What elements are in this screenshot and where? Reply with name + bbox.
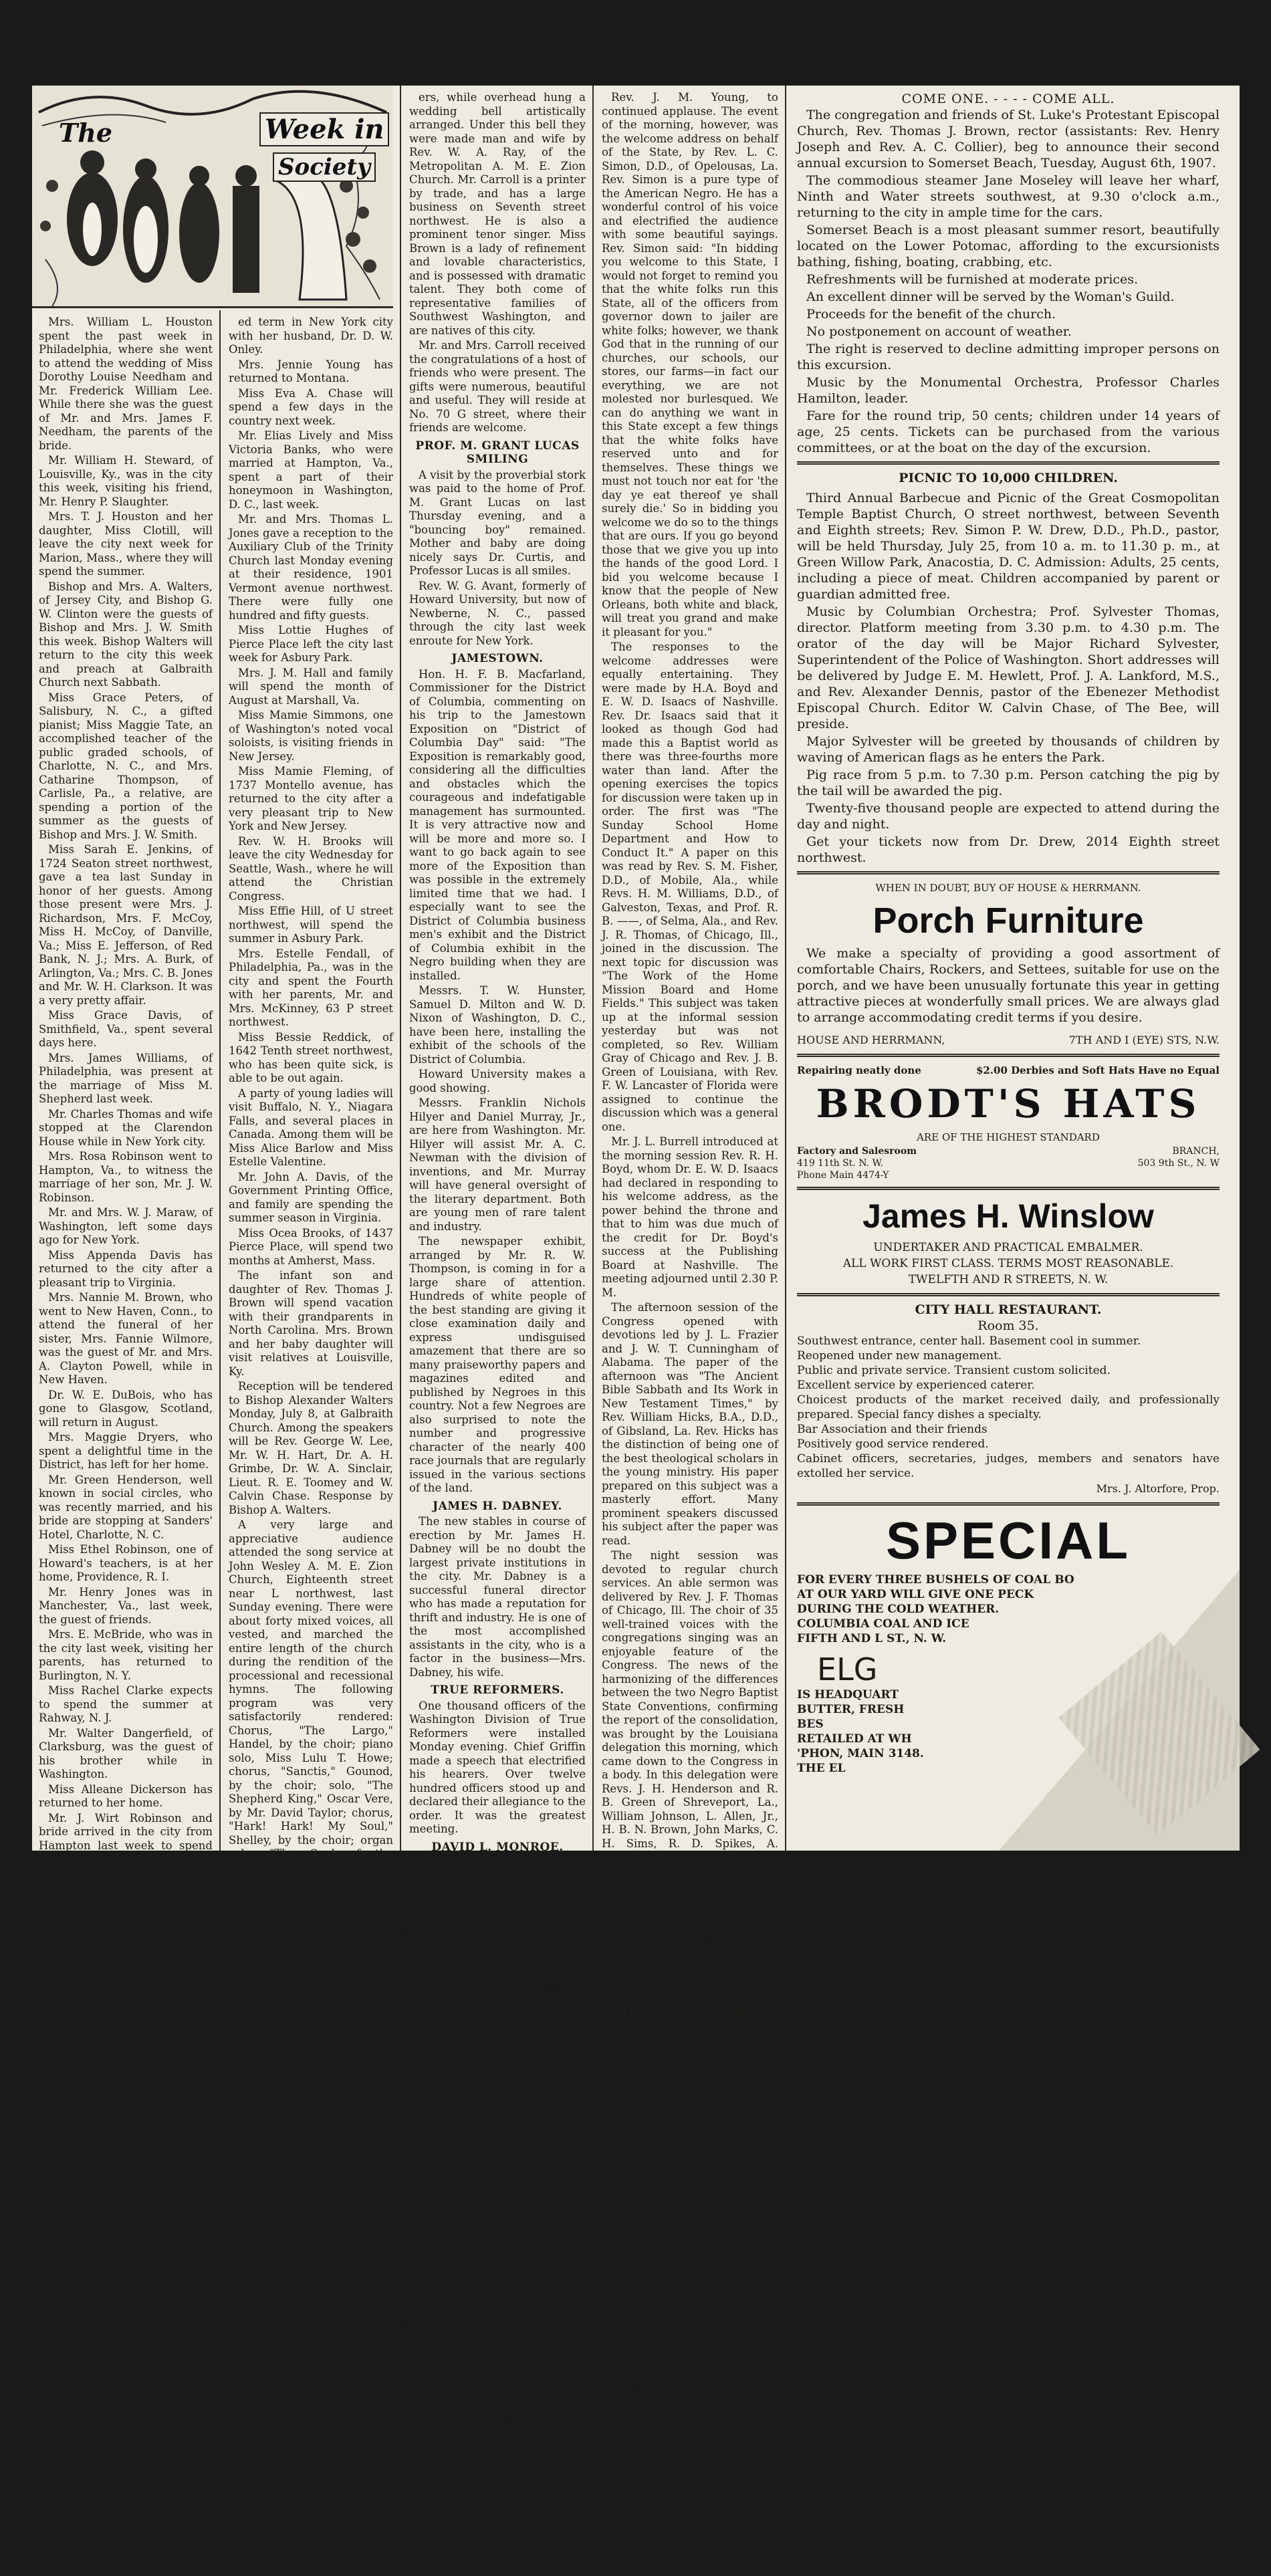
paragraph: Reception will be tendered to Bishop Alexander Walters Monday, July 8, at Galbraith Church. Among the speakers will be Rev. George W. Lee, Mr. W. H. Hart, Dr. A. H. Grimbe, Dr. W. A. Sinclair, Lieut. R. E. Toomey and W. Calvin Chase. Response by Bishop A. Walters. <box>229 1380 393 1516</box>
col3-s5 <box>409 1856 586 2199</box>
ad-line: Choicest products of the market received daily, and professionally prepared. Special fancy dishes a specialty. <box>797 1393 1220 1421</box>
headline-items-on-wing: ITEMS ON THE WING. <box>614 2005 766 2019</box>
col3-s4 <box>409 1700 586 1837</box>
ad-hats-sub: ARE OF THE HIGHEST STANDARD <box>917 1131 1100 1143</box>
column-2-text <box>222 310 400 2272</box>
ad-line: FOR EVERY THREE BUSHELS OF COAL BO <box>797 1573 1074 1587</box>
ad-elgin-title: ELG <box>817 1651 878 1687</box>
paragraph: Messrs. T. W. Hunster, Samuel D. Milton and W. D. Nixon of Washington, D. C., have been here, installing the exhibit of the schools of the District of Columbia. <box>409 984 586 1066</box>
col3-s6 <box>409 2248 586 2565</box>
paragraph: Miss Ethel Robinson, one of Howard's teachers, is at her home, Providence, R. I. <box>39 1543 213 1583</box>
paragraph: Mrs. D. W. Onley will spend the heat- <box>39 2260 213 2287</box>
subhead-first-day: First Day's Session. <box>439 2232 556 2245</box>
paragraph: Miss Rachel Clarke expects to spend the summer at Rahway, N. J. <box>39 1684 213 1724</box>
paragraph: Mrs. T. J. Houston and her daughter, Miss Clotill, will leave the city next week for Marion, Mass., where they will spend the summer. <box>39 510 213 578</box>
paragraph: Fare for the round trip, 50 cents; children under 14 years of age, 25 cents. Tickets can be purchased from the various committees, or at the boat on the day of the excursion. <box>797 408 1220 455</box>
paragraph: The afternoon session of the Congress opened with devotions led by J. L. Frazier and J. W. T. Cunningham of Alabama. The paper of the afternoon was "The Ancient Bible Sabbath and Its Work in New Testament Times," by Rev. William Hicks, B.A., D.D., of Gibsland, La. Rev. Hicks has the distinction of being one of the best theological scholars in the young ministry. His paper prepared on this subject was a masterly effort. Many prominent speakers discussed his subject after the paper was read. <box>602 1301 778 1547</box>
paragraph: The commodious steamer Jane Moseley will leave her wharf, Ninth and Water streets southwest, at 9.30 o'clock a.m., returning to the city in ample time for the cars. <box>797 173 1220 220</box>
ad-porch-body: We make a specialty of providing a good assortment of comfortable Chairs, Rockers, and Settees, suitable for use on the porch, and we have been unusually fortunate this year in getting attractive pieces at wonderfully small prices. We are always glad to arrange accommodating credit terms if you desire. <box>797 946 1220 1025</box>
paragraph: The responses to the welcome addresses were equally entertaining. They were made by H.A. Boyd and E. W. D. Isaacs of Nashville. Rev. Dr. Isaacs said that it looked as though God had made this a Baptist world as there was three-fourths more water than land. After the opening exercises the topics for discussion were taken up in order. The first was "The Sunday School Home Department and How to Conduct It." A paper on this was read by Rev. S. M. Fisher, D.D., of Mobile, Ala., while Revs. H. M. Williams, D.D., of Galveston, Texas, and Prof. R. B. ——, of Selma, Ala., and Rev. J. R. Thomas, of Chicago, Ill., joined in the discussion. The next topic for discussion was "The Work of the Home Mission Board and Home Fields." This subject was taken up at the informal session yesterday but was not completed, so Rev. William Gray of Chicago and Rev. J. B. Green of Louisiana, with Rev. F. W. Lancaster of Florida were assigned to continue the discussion which was a general one. <box>602 640 778 1133</box>
paragraph: Mr. J. L. Burrell introduced at the morning session Rev. R. H. Boyd, whom Dr. E. W. D. Isaacs had declared in responding to his welcome address, as the power behind the throne and that to him was due much of the credit for Dr. Boyd's success at the Publishing Board at Nashville. The meeting adjourned until 2.30 P. M. <box>602 1135 778 1299</box>
paragraph: Rev. J. M. Young, to continued applause. The event of the morning, however, was the welcome address on behalf of the State, by Rev. L. C. Simon, D.D., of Opelousas, La. Rev. Simon is a pure type of the American Negro. He has a wonderful control of his voice and electrified the audience with some beautiful sayings. Rev. Simon said: "In bidding you welcome to this State, I would not forget to remind you that the white folks run this State, all of the officers from governor down to jailer are white folks; however, we thank God that in the running of our churches, our schools, our stores, our farms—in fact our everything, we are not molested nor burlesqued. We can do anything we want in this State except a few things that the white folks have reserved unto and for themselves. These things we must not touch nor eat for 'the day ye eat thereof ye shall surely die.' So in bidding you welcome we do so to the things that are ours. If you go beyond those that we give you up into the hands of the good Lord. I bid you welcome because I know that the people of New Orleans, both white and black, will treat you grand and make it pleasant for you." <box>602 91 778 638</box>
ad-line: COLUMBIA COAL AND ICE <box>797 1617 969 1631</box>
divider <box>797 1054 1220 1057</box>
ad-hats-addr2: 503 9th St., N. W <box>1137 1158 1220 1169</box>
masthead-week-in: Week in <box>259 112 389 146</box>
ad-porch-right: 7TH AND I (EYE) STS, N.W. <box>1068 1034 1220 1046</box>
divider <box>797 1187 1220 1190</box>
divider <box>797 1502 1220 1506</box>
paragraph: Mrs. E. McBride, who was in the city last week, visiting her parents, has returned to Burlington, N. Y. <box>39 1628 213 1682</box>
paragraph: Refreshments will be furnished at moderate prices. <box>806 272 1139 287</box>
col3-s1 <box>409 469 586 649</box>
ad-line: DURING THE COLD WEATHER. <box>797 1603 1000 1616</box>
paragraph: There was a small sized race war at the Treasury Department last week in the office of supervising architect. Things are said to be in a pretty bad shape, as far as our people are concerned; disgraceful state of affairs. <box>602 2410 778 2519</box>
ad-hats-top <box>797 1062 1220 1078</box>
paragraph: The members of the York Rite D. C. (Compacks) observed St. Johns by services at their hall, O and 4th streets, N. W. <box>602 2284 778 2338</box>
paragraph: Messrs. Franklin Nichols Hilyer and Daniel Murray, Jr., are here from Washington. Mr. Hilyer will assist Mr. A. C. Newman with the division of inventions, and Mr. Murray will have general oversight of the literary department. Both are young men of rare talent and industry. <box>409 1096 586 1233</box>
paragraph: Mr. William H. Steward, of Louisville, Ky., was in the city this week, visiting his friend, Mr. Henry P. Slaughter. <box>39 454 213 508</box>
masthead-illustration <box>32 86 393 308</box>
paragraph: ed term in New York city with her husband, Dr. D. W. Onley. <box>229 316 393 356</box>
ad-line: Public and private service. Transient custom solicited. <box>797 1364 1111 1377</box>
paragraph: Miss Ocea Brooks, of 1437 Pierce Place, will spend two months at Amherst, Mass. <box>229 1226 393 1267</box>
divider <box>797 461 1220 465</box>
ad-restaurant-room: Room 35. <box>977 1318 1039 1333</box>
paragraph: Mrs. Maggie Dryers, who spent a delightful time in the District, has left for her home. <box>39 1431 213 1471</box>
ad-winslow-l2: ALL WORK FIRST CLASS. TERMS MOST REASONABLE. <box>842 1257 1174 1270</box>
ad-line: THE EL <box>797 1762 846 1775</box>
column-rule-2 <box>400 86 401 1851</box>
paragraph: A party of young ladies will visit Buffalo, N. Y., Niagara Falls, and several places in Canada. Among them will be Miss Alice Barlow and Miss Estelle Valentine. <box>229 1086 393 1168</box>
ad-line: Reopened under new management. <box>797 1349 1002 1363</box>
col3-intro <box>409 91 586 435</box>
headline-monroe: DAVID L. MONROE. <box>431 1840 564 1854</box>
paragraph: Rev. J. H. White went to Boston. While there he was the guest of his son, Mr. Richard White. <box>39 2162 213 2216</box>
paragraph: Mr. Walter Dangerfield, of Clarksburg, was the guest of his brother while in Washington. <box>39 1726 213 1780</box>
paragraph: Miss Effie Hill, of U street northwest, will spend the summer in Asbury Park. <box>229 905 393 945</box>
paragraph: Rev. W. G. Avant, formerly of Howard University, but now of Newberne, N. C., passed through the city last week enroute for New York. <box>409 579 586 647</box>
paragraph: One of the most valuable men in the one of the most valuable teachers in the Armstrong Manual Training School is Mr. David L. Monroe. He has done more for the young men in that school than any teacher in his line of work. Mr. Vermillion states that more young colored men have successfully passed the examination in engineering under his tutorship than any other teacher who has been in that line of business. Mr. Monroe is a man who has the respect and confidence of the best men in this country. He has the respect of honest people and men and women of high moral character. His army record is No. 1. The Armstrong Manual Training School should feel congratulated on having such a teacher. <box>409 1856 586 2198</box>
paragraph: Miss Lottie Hughes of Pierce Place left the city last week for Asbury Park. <box>229 624 393 664</box>
ad-line: BES <box>797 1718 824 1731</box>
paragraph: There was quite an attractive wedding at No. 70 G street northwest, on the evening of the 18th ultimo. The contracting parties were Mr. Joseph Carroll and Miss Estelle D. Brown, daughter of Mrs. Mary Gant. Promptly at 8 p.m. the bride and broom marched into the parlor to the beautiful strains of Mendelssohn's march, played by Mr. J. Hilliary Taylor. They were accompanied by Miss Annie M. Green, bridesmaid, and Dr. B. F. Hailstock, groom's best man. The parties stood in a corner of the room, which was banked with flow- <box>229 1999 393 2272</box>
paragraph: Third Annual Barbecue and Picnic of the Great Cosmopolitan Temple Baptist Church, O street northwest, between Seventh and Eighth streets; Rev. Simon P. W. Drew, D.D., Ph.D., pastor, will be held Thursday, July 25, from 10 a. m. to 11.30 p. m., at Green Willow Park, Anacostia, D. C. Admission: Adults, 25 cents, including a piece of meat. Children accompanied by parent or guardian admitted free. <box>797 491 1220 602</box>
paragraph: Miss Grace Peters, of Salisbury, N. C., a gifted pianist; Miss Maggie Tate, an accomplished teacher of the public graded schools, of Charlotte, N. C., and Mrs. Catharine Thompson, of Carlisle, Pa., a relative, are spending a portion of the summer as the guests of Bishop and Mrs. J. W. Smith. <box>39 691 213 841</box>
paragraph: The infant son and daughter of Rev. Thomas J. Brown will spend vacation with their grandparents in North Carolina. Mrs. Brown and her baby daughter will visit relatives at Louisville, Ky. <box>229 1269 393 1378</box>
paragraph: Mrs. Estelle Fendall, of Philadelphia, Pa., was in the city and spent the Fourth with her parents, Mr. and Mrs. McKinney, 63 P street northwest. <box>229 947 393 1028</box>
ad-porch-left: HOUSE AND HERRMANN, <box>797 1034 945 1046</box>
paragraph: The right is reserved to decline admitting improper persons on this excursion. <box>797 342 1220 372</box>
ad-line: AT OUR YARD WILL GIVE ONE PECK <box>797 1588 1034 1601</box>
ad-winslow-title: James H. Winslow <box>862 1197 1154 1235</box>
ad-picnic-title: PICNIC TO 10,000 CHILDREN. <box>899 471 1118 485</box>
ad-line: RETAILED AT WH <box>797 1732 912 1746</box>
paragraph: Mrs. James Williams, of Philadelphia, was present at the marriage of Miss M. Shepherd last week. <box>39 1051 213 1105</box>
ad-hats-factory: Factory and Salesroom <box>797 1146 917 1157</box>
column-rule-4 <box>785 86 786 1851</box>
ad-porch-title: Porch Furniture <box>873 901 1144 941</box>
paragraph: Dr. I. R. Whipper was called to the city to attend the funeral of her brother, and she has returned to her field of labor in Clarksburg. <box>39 1980 213 2048</box>
paragraph: The Rt. Rev. A. B. Allen, D.D., National Grand Master of F. A. A. Y. Masons, has returned from a successful trip through the State of North Carolina. He has now gone to the State of Mississippi. He reports great success in his Masonic movements. The States are gradually returning to the national fold. <box>602 2021 778 2171</box>
ad-hats-branch: BRANCH, <box>1172 1146 1220 1157</box>
column-rule-1 <box>219 310 221 1851</box>
paragraph: Mrs. Rosa Robinson went to Hampton, Va., to witness the marriage of her son, Mr. J. W. Robinson. <box>39 1150 213 1204</box>
paragraph: Dr. W. E. DuBois, who has gone to Glasgow, Scotland, will return in August. <box>39 1388 213 1429</box>
paragraph: Mr. and Mrs. Samuel Quarles were recent visitors to the District. <box>39 2218 213 2258</box>
paragraph: Hon. H. F. B. Macfarland, Commissioner for the District of Columbia, commenting on his trip to the Jamestown Exposition on "District of Columbia Day" said: "The Exposition is remarkably good, considering all the difficulties and obstacles which the courageous and indefatigable management has surmounted. It is very attractive now and will be more and more so. I want to go back again to see more of the Exposition than was possible in the extremely limited time that we had. I especially want to see the District of Columbia business men's exhibit and the District of Columbia exhibit in the Negro building when they are installed. <box>409 667 586 982</box>
paragraph: Mrs. George T. Brent, of Baltimore, Mr., came to the marriage of Miss Julia Crea, at the Hotel Maceo. <box>39 2106 213 2160</box>
ad-line: Excellent service by experienced caterer. <box>797 1379 1035 1392</box>
paragraph: Twenty-five thousand people are expected to attend during the day and night. <box>797 801 1220 832</box>
paragraph: An excellent dinner will be served by the Woman's Guild. <box>806 289 1175 304</box>
ad-picnic-body <box>797 490 1220 866</box>
paragraph: Miss Eva A. Chase will spend a few days in the country next week. <box>229 386 393 427</box>
paragraph: ers, while overhead hung a wedding bell artistically arranged. Under this bell they were made man and wife by Rev. W. A. Ray, of the Metropolitan A. M. E. Zion Church. Mr. Carroll is a printer by trade, and has a large business on Seventh street northwest. He is also a prominent tenor singer. Miss Brown is a lady of refinement and lovable characteristics, and is possessed with dramatic talent. They both come of representative families of Southwest Washington, and are natives of this city. <box>409 91 586 337</box>
paragraph: Mr. Henry Jones was in Manchester, Va., last week, the guest of friends. <box>39 1585 213 1626</box>
paragraph: One thousand officers of the Washington Division of True Reformers were installed Monday evening. Chief Griffin made a speech that electrified his hearers. Over twelve hundred officers stood up and declared their allegiance to the order. It was the greatest meeting. <box>409 1699 586 1835</box>
paragraph: Get your tickets now from Dr. Drew, 2014 Eighth street northwest. <box>797 834 1220 865</box>
headline-jamestown: JAMESTOWN. <box>451 652 544 665</box>
paragraph: Mr. and Mrs. W. J. Maraw, of Washington, left some days ago for New York. <box>39 1206 213 1246</box>
paragraph: Miss Fannie Smith, who has spent some time in Washington, has returned to her home. <box>39 2050 213 2104</box>
ad-restaurant-prop: Mrs. J. Altorfore, Prop. <box>1096 1482 1220 1495</box>
paragraph: Miss Alleane Dickerson has returned to her home. <box>39 1782 213 1809</box>
paragraph: A visit by the proverbial stork was paid to the home of Prof. M. Grant Lucas on last Thursday evening, and a "bouncing boy" remained. Mother and baby are doing nicely says Dr. Curtis, and Professor Lucas is all smiles. <box>409 468 586 577</box>
ad-line: FIFTH AND L ST., N. W. <box>797 1632 947 1645</box>
col3-s3 <box>409 1515 586 1679</box>
paragraph: Miss Anna Charity entertained Mr. Henry Fisher, of Brooklyn, N. Y., during his visit to Washington. <box>39 1867 213 1921</box>
paragraph: Mr. Green Henderson, well known in social circles, who was recently married, and his bride are stopping at Sanders' Hotel, Charlotte, N. C. <box>39 1473 213 1541</box>
ad-porch-footer <box>797 1032 1220 1048</box>
paragraph: A very large and appreciative audience attended the song service at John Wesley A. M. E. Zion Church, Eighteenth street near L northwest, last Sunday evening. There were about forty mixed voices, all vested, and marched the entire length of the church during the rendition of the processional and recessional hymns. The following program was very satisfactorily rendered: Chorus, "The Largo," Handel, by the choir; piano solo, Miss Lulu T. Howe; chorus, "Sanctis," Gounod, by the choir; solo, "The Shepherd King," Oscar Vere, by Mr. David Taylor; chorus, "Hark! Hark! My Soul," Shelley, by the choir; organ solo, "The Soul of the Evening," Maul, J. Nickens; solo, "Eye Hath Not Seen," Gaul, by Mr. W. Scott Mayo; chorus, "Great and Marvelous," by the choir. Mr. Mayo directed the songs, assisted by Miss Josephine Stokes, organist. The Rev. P. H. Williams, pastor, presided. <box>229 1518 393 1997</box>
paragraph: Bishop and Mrs. A. Walters, of Jersey City, and Bishop G. W. Clinton were the guests of Bishop and Mrs. J. W. Smith this week. Bishop Walters will return to the city this week and preach at Galbraith Church next Sabbath. <box>39 580 213 689</box>
paragraph: Mr. Charles Thomas and wife stopped at the Clarendon House while in New York city. <box>39 1107 213 1148</box>
paragraph: Miss Grace Davis, of Smithfield, Va., spent several days here. <box>39 1009 213 1049</box>
ad-winslow-l1: UNDERTAKER AND PRACTICAL EMBALMER. <box>873 1241 1143 1254</box>
column-rule-3 <box>592 86 594 1851</box>
masthead-the: The <box>59 118 113 148</box>
paragraph: Pig race from 5 p.m. to 7.30 p.m. Person catching the pig by the tail will be awarded the pig. <box>797 768 1220 798</box>
ad-line: Southwest entrance, center hall. Basement cool in summer. <box>797 1334 1141 1348</box>
paragraph: Major Sylvester will be greeted by thousands of children by waving of American flags as he enters the Park. <box>797 734 1220 765</box>
column-1-text <box>32 310 219 2287</box>
column-4 <box>595 86 785 2575</box>
paragraph: Major J. E. Bell, superintendent of City Delivery, P. O., will be transferred to Station A, West Washington. This transfer will mean a reduction of $500 in his salary. He has been a clerk for 32 years. <box>602 2173 778 2282</box>
paragraph: Mrs. William L. Houston spent the past week in Philadelphia, where she went to attend the wedding of Miss Dorothy Louise Needham and Mr. Frederick William Lee. While there she was the guest of Mr. and Mrs. James F. Needham, the parents of the bride. <box>39 316 213 452</box>
paragraph: Howard University makes a good showing. <box>409 1068 586 1094</box>
ad-column <box>788 86 1240 1851</box>
paragraph: Brother H. E. Workman is one of the prominent members of the Compack Masonic Fraternity of Waynesburg, Pa. <box>602 2521 778 2575</box>
ad-line: 'PHON, MAIN 3148. <box>797 1747 924 1760</box>
col4-s1 <box>602 2021 778 2576</box>
ad-hats-phone: Phone Main 4474-Y <box>797 1170 889 1181</box>
headline-dabney: JAMES H. DABNEY. <box>433 1499 562 1513</box>
ad-hats-price: $2.00 Derbies and Soft Hats Have no Equal <box>975 1064 1220 1076</box>
ad-excursion-title: COME ONE. - - - - COME ALL. <box>901 92 1115 106</box>
paragraph: Mrs. Nannie M. Brown, who went to New Haven, Conn., to attend the funeral of her sister, Mrs. Fannie Wilmore, was the guest of Mr. and Mrs. A. Clayton Powell, while in New Haven. <box>39 1291 213 1386</box>
col4-main <box>602 91 778 2002</box>
column-3 <box>402 86 592 2563</box>
paragraph: Mrs. J. M. Hall and family will spend the month of August at Marshall, Va. <box>229 666 393 707</box>
col3-s2 <box>409 668 586 1496</box>
divider <box>797 1293 1220 1296</box>
paragraph: No postponement on account of weather. <box>806 324 1072 339</box>
ad-special-title: SPECIAL <box>885 1511 1131 1570</box>
ad-restaurant-title: CITY HALL RESTAURANT. <box>915 1302 1102 1317</box>
ad-porch-pre: WHEN IN DOUBT, BUY OF HOUSE & HERRMANN. <box>875 882 1141 894</box>
ad-line: Cabinet officers, secretaries, judges, members and senators have extolled her service. <box>797 1452 1220 1480</box>
paragraph: Mr. and Mrs. Carroll received the congratulations of a host of friends who were present. The gifts were numerous, beautiful and useful. They will reside at No. 70 G street, where their friends are welcome. <box>409 339 586 434</box>
paragraph: Miss Bessie Reddick, of 1642 Tenth street northwest, who has been quite sick, is able to be out again. <box>229 1030 393 1084</box>
paragraph: Miss Sarah E. Jenkins, of 1724 Seaton street northwest, gave a tea last Sunday in honor of her guests. Among those present were Mrs. J. Richardson, Mrs. F. McCoy, Miss H. McCoy, of Danville, Va.; Miss E. Jefferson, of Red Bank, N. J.; Mrs. A. Burk, of Arlington, Va.; Mrs. C. B. Jones and Mr. W. H. Clarkson. It was a very pretty affair. <box>39 843 213 1007</box>
paragraph: Miss Mamie Simmons, one of Washington's noted vocal soloists, is visiting friends in New Jersey. <box>229 709 393 763</box>
ad-hats-addr1: 419 11th St. N. W. <box>797 1158 883 1169</box>
paragraph: Mr. and Mrs. Thomas L. Jones gave a reception to the Auxiliary Club of the Trinity Church last Monday evening at their residence, 1901 Vermont avenue northwest. There were fully one hundred and fifty guests. <box>229 513 393 622</box>
ad-line: IS HEADQUART <box>797 1688 899 1702</box>
paragraph: Rev. W. H. Brooks will leave the city Wednesday for Seattle, Wash., where he will attend the Christian Congress. <box>229 834 393 903</box>
ad-hats-addr <box>797 1145 1220 1181</box>
paragraph: The newspaper exhibit, arranged by Mr. R. W. Thompson, is coming in for a large share of attention. Hundreds of white people of the best standing are giving it close examination daily and express undisguised amazement that there are so many praiseworthy papers and magazines edited and published by Negroes in this country. Not a few Negroes are also surprised to note the number and progressive character of the nearly 400 race journals that are regularly issued in the various sections of the land. <box>409 1235 586 1494</box>
paragraph: Mr. J. Wirt Robinson and bride arrived in the city from Hampton last week to spend their honeymoon. <box>39 1811 213 1865</box>
paragraph: The night session was devoted to regular church services. An able sermon was delivered by Rev. J. F. Thomas of Chicago, Ill. The choir of 35 well-trained voices with the congregations singing was an enjoyable feature of the Congress. The news of the harmonizing of the differences between the two Negro Baptist State Conventions, confirming the report of the consolidation, was brought by the Louisiana delegation this morning, which came down to the Congress in a body. In this delegation were Revs. J. H. Henderson and R. B. Green of Shreveport, La., William Johnson, L. Allen, Jr., H. B. N. Brown, John Marks, C. H. Sims, R. D. Spikes, A. Hubbs and J. L. Burrell. Other late arrivals were H. M. Williams of Texas, F. W. Lancaster of Florida, R. B. Hudson and Miss Gibbs of Alabama. The sessions will open every morning at ten. There will be regularly prepared sermons each night with a special literary program for Saturday night. <box>602 1549 778 2000</box>
paragraph: New Orleans, La., June 27, 1907. <box>409 2248 586 2274</box>
masthead-society: Society <box>273 152 376 182</box>
paragraph: The congregation and friends of St. Luke's Protestant Episcopal Church, Rev. Thomas J. Brown, rector (assistants: Rev. Henry Joseph and Rev. A. C. Collier), beg to announce their second annual excursion to Somerset Beach, Tuesday, August 6th, 1907. <box>797 108 1220 170</box>
ad-hats-title: BRODT'S HATS <box>816 1081 1201 1127</box>
paragraph: The new stables in course of erection by Mr. James H. Dabney will be no doubt the largest private institutions in the city. Mr. Dabney is a successful funeral director who has made a reputation for thrift and industry. He is one of the most accomplished assistants in the city, who is a factor in the business—Mrs. Dabney, his wife. <box>409 1515 586 1679</box>
ad-excursion-body <box>797 107 1220 456</box>
headline-sunday-school: SUNDAY SCHOOL CONGRESS. <box>438 2202 557 2230</box>
ad-line: Positively good service rendered. <box>797 1437 989 1451</box>
ad-hats-repair: Repairing neatly done <box>797 1064 921 1076</box>
paragraph: Music by the Monumental Orchestra, Professor Charles Hamilton, leader. <box>797 375 1220 406</box>
paragraph: Edna Rash, colored, of Linden, N. J., shot and killed her white husband, Chas. Rash, because he wanted her to clean some fish for supper. <box>602 2340 778 2408</box>
paragraph: Somerset Beach is a most pleasant summer resort, beautifully located on the Lower Potomac, affording to the excursionists bathing, fishing, boating, crabbing, etc. <box>797 223 1220 269</box>
ad-line: Bar Association and their friends <box>797 1423 988 1436</box>
paragraph: Music by Columbian Orchestra; Prof. Sylvester Thomas, director. Platform meeting from 3.30 p.m. to 4.30 p.m. The orator of the day will be Major Richard Sylvester, Superintendent of the Police of Washington. Short addresses will be delivered by Judge E. M. Hewlett, Prof. J. A. Lankford, M.S., and Rev. Alexander Dennis, pastor of the Ebenezer Methodist Episcopal Church. Editor W. Calvin Chase, of The Bee, will preside. <box>797 604 1220 731</box>
paragraph: Mr. Elias Lively and Miss Victoria Banks, who were married at Hampton, Va., spent a part of their honeymoon in Washington, D. C., last week. <box>229 429 393 511</box>
ad-line: BUTTER, FRESH <box>797 1703 905 1716</box>
paragraph: After a pleasant visit to Washington, Miss Mamie Wiggins has returned to her home, Troy, N. Y. <box>39 1923 213 1978</box>
paragraph: Mr. John A. Davis, of the Government Printing Office, and family are spending the summer season in Virginia. <box>229 1170 393 1224</box>
paragraph: Miss Appenda Davis has returned to the city after a pleasant trip to Virginia. <box>39 1248 213 1289</box>
paragraph: Miss Mamie Fleming, of 1737 Montello avenue, has returned to the city after a very pleasant trip to New York and New Jersey. <box>229 765 393 832</box>
newspaper-page <box>32 86 1240 2575</box>
paragraph: Proceeds for the benefit of the church. <box>806 307 1056 322</box>
paragraph: The opening of the First Day's session of the National Baptist Sunday School Congress and B. Y. P. U. Chautauqua marked the beginning of what promises to be one of the most important annual meetings among the Baptists. It was the first time that the Congress of Baptists was ever held in New Orleans and the Baptists of New Orleans opened the meeting by Scripture reading, after which Rev. J. H. Fleming welcomed the Congress on the behalf of the First District of Louisiana. The audience that filled the church gave the welcome address which was delivered on the part of the pastor, <box>409 2276 586 2563</box>
paragraph: Mrs. Jennie Young has returned to Montana. <box>229 358 393 384</box>
headline-lucas: PROF. M. GRANT LUCAS SMILING <box>415 439 580 466</box>
ad-restaurant-body <box>797 1334 1220 1481</box>
divider <box>797 871 1220 874</box>
ad-winslow-l3: TWELFTH AND R STREETS, N. W. <box>908 1273 1109 1286</box>
headline-true-reformers: TRUE REFORMERS. <box>431 1683 564 1697</box>
